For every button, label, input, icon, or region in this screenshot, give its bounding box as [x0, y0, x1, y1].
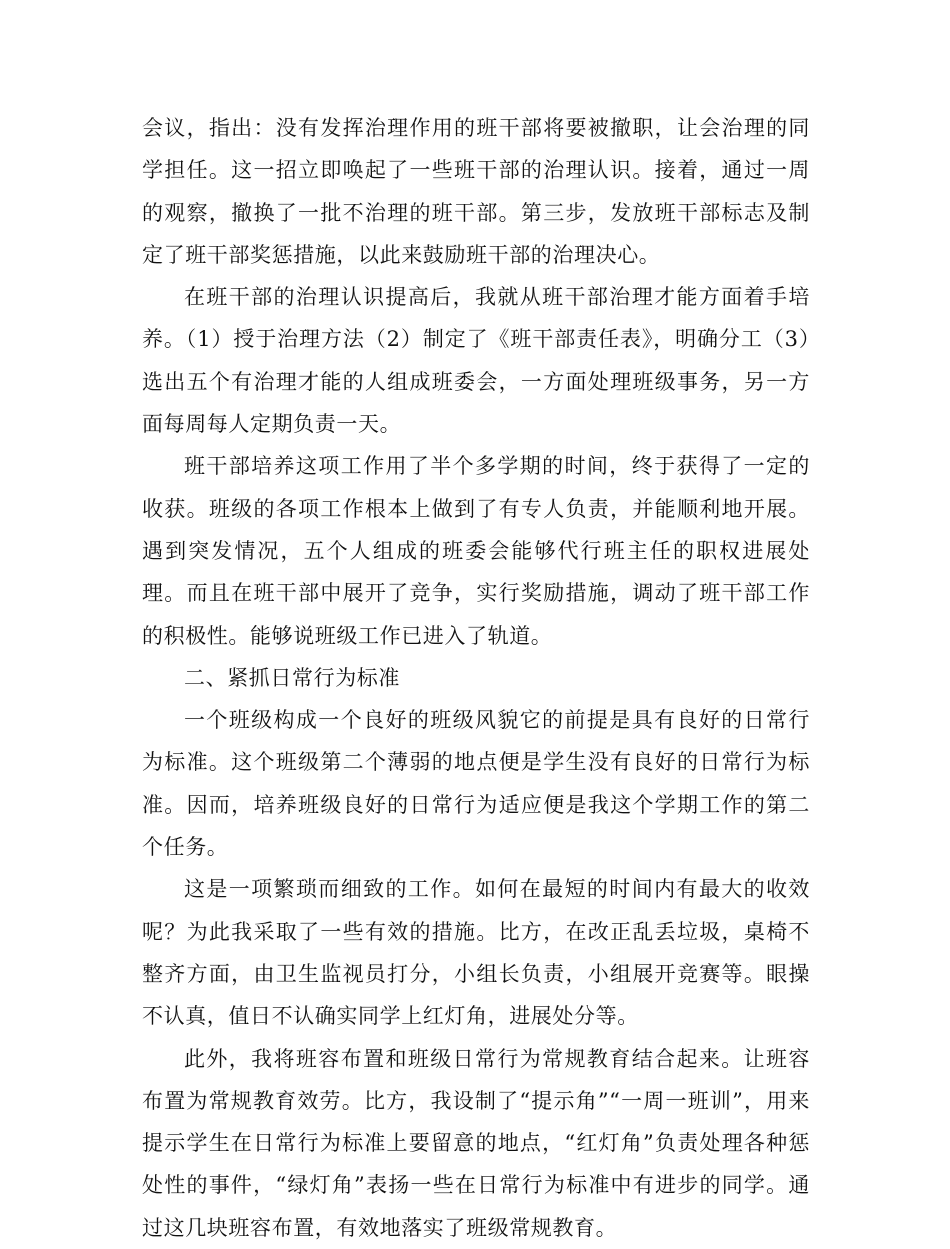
document-body — [142, 107, 810, 1249]
section-heading: 二、紧抓日常行为标准 — [184, 665, 400, 690]
paragraph-cadre-ability: 在班干部的治理认识提高后，我就从班干部治理才能方面着手培养。（1）授于治理方法（2）制定了《班干部责任表》，明确分工（3）选出五个有治理才能的人组成班委会，一方面处理班级事务，另一方面每周每人定期负责一天。 — [142, 285, 810, 437]
paragraph-measures: 这是一项繁琐而细致的工作。如何在最短的时间内有最大的收效呢？为此我采取了一些有效的措施。比方，在改正乱丢垃圾，桌椅不整齐方面，由卫生监视员打分，小组长负责，小组展开竞赛等。眼操不认真，值日不认确实同学上红灯角，进展处分等。 — [142, 877, 810, 1029]
paragraph-cadre-results: 班干部培养这项工作用了半个多学期的时间，终于获得了一定的收获。班级的各项工作根本上做到了有专人负责，并能顺利地开展。遇到突发情况，五个人组成的班委会能够代行班主任的职权进展处理。而且在班干部中展开了竞争，实行奖励措施，调动了班干部工作的积极性。能够说班级工作已进入了轨道。 — [142, 454, 810, 648]
paragraph-continuation: 会议，指出：没有发挥治理作用的班干部将要被撤职，让会治理的同学担任。这一招立即唤起了一些班干部的治理认识。接着，通过一周的观察，撤换了一批不治理的班干部。第三步，发放班干部标志及制定了班干部奖惩措施，以此来鼓励班干部的治理决心。 — [142, 116, 810, 267]
paragraph-class-layout: 此外，我将班容布置和班级日常行为常规教育结合起来。让班容布置为常规教育效劳。比方，我设制了“提示角”“一周一班训”，用来提示学生在日常行为标准上要留意的地点，“红灯角”负责处理各种惩处性的事件，“绿灯角”表扬一些在日常行为标准中有进步的同学。通过这几块班容布置，有效地落实了班级常规教育。 — [142, 1046, 810, 1240]
paragraph-behavior-standards: 一个班级构成一个良好的班级风貌它的前提是具有良好的日常行为标准。这个班级第二个薄弱的地点便是学生没有良好的日常行为标准。因而，培养班级良好的日常行为适应便是我这个学期工作的第二个任务。 — [142, 708, 810, 860]
